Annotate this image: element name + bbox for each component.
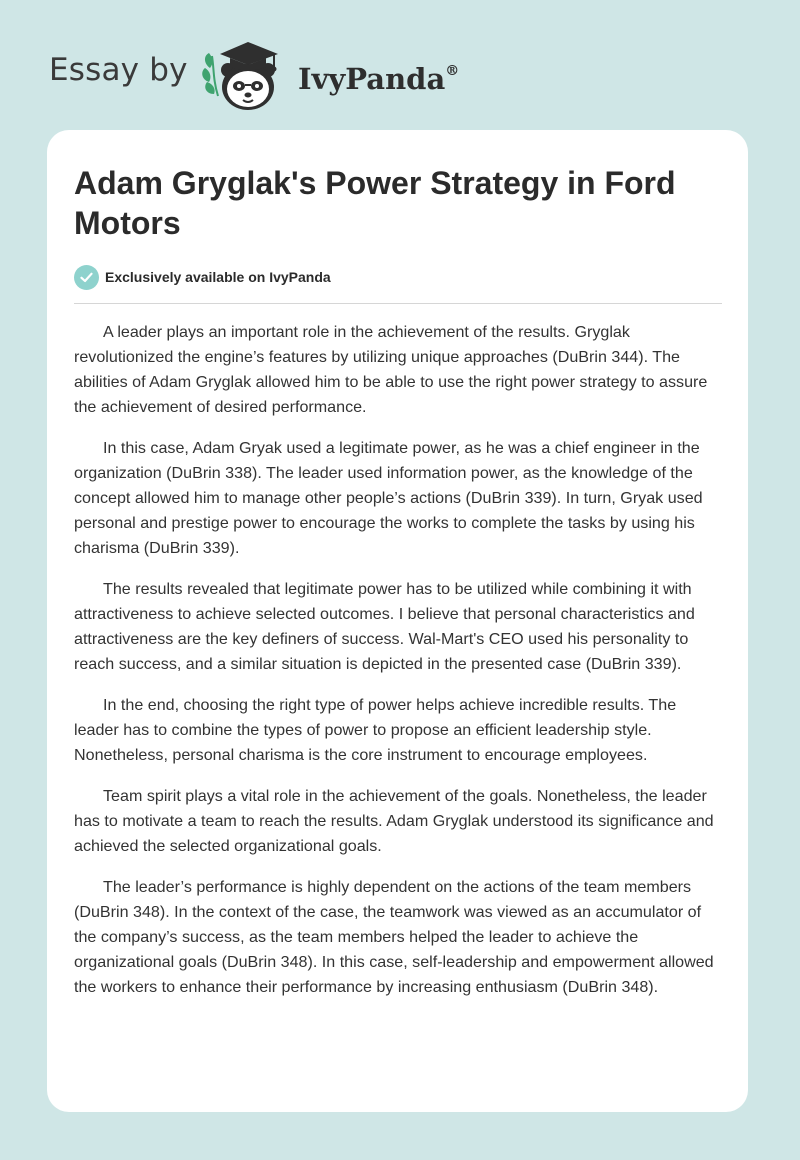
body-paragraph: In the end, choosing the right type of power helps achieve incredible results. The leader has to combine the types of power to propose an efficient leadership style. Nonetheless, personal charisma is the core instrument to encourage employees. xyxy=(74,696,677,764)
essay-body xyxy=(74,320,724,1016)
site-header xyxy=(0,0,800,130)
body-paragraph: Team spirit plays a vital role in the achievement of the goals. Nonetheless, the leader has to motivate a team to reach the results. Adam Gryglak understood its significance and achieved the selected organizational goals. xyxy=(74,787,714,855)
body-paragraph: In this case, Adam Gryak used a legitimate power, as he was a chief engineer in the organization (DuBrin 338). The leader used information power, as the knowledge of the concept allowed him to manage other people’s actions (DuBrin 339). In turn, Gryak used personal and prestige power to encourage the works to complete the tasks by using his charisma (DuBrin 339). xyxy=(74,439,703,557)
divider xyxy=(74,303,722,304)
body-paragraph: A leader plays an important role in the achievement of the results. Gryglak revolutionized the engine’s features by utilizing unique approaches (DuBrin 344). The abilities of Adam Gryglak allowed him to be able to use the right power strategy to assure the achievement of desired performance. xyxy=(74,323,708,416)
body-paragraph: The results revealed that legitimate power has to be utilized while combining it with attractiveness to achieve selected outcomes. I believe that personal characteristics and attractiveness are the key definers of success. Wal-Mart's CEO used his personality to reach success, and a similar situation is depicted in the presented case (DuBrin 339). xyxy=(74,580,695,673)
check-circle-icon xyxy=(74,265,99,290)
body-paragraph: The leader’s performance is highly dependent on the actions of the team members (DuBrin 348). In the context of the case, the teamwork was viewed as an accumulator of the company’s success, as the team members helped the leader to achieve the organizational goals (DuBrin 348). In this case, self-leadership and empowerment allowed the workers to enhance their performance by increasing enthusiasm (DuBrin 348). xyxy=(74,878,714,996)
brand-name-text: IvyPanda xyxy=(298,62,446,96)
panda-graduate-logo-icon[interactable] xyxy=(200,34,296,114)
registered-mark: ® xyxy=(445,63,460,79)
exclusive-label: Exclusively available on IvyPanda xyxy=(105,269,331,285)
exclusive-notice xyxy=(74,263,331,291)
essay-card xyxy=(47,130,748,1112)
essay-by-label: Essay by xyxy=(49,52,188,88)
brand-name[interactable] xyxy=(298,53,459,97)
ivy-leaf-icon xyxy=(202,53,218,96)
essay-title: Adam Gryglak's Power Strategy in Ford Motors xyxy=(74,165,676,241)
